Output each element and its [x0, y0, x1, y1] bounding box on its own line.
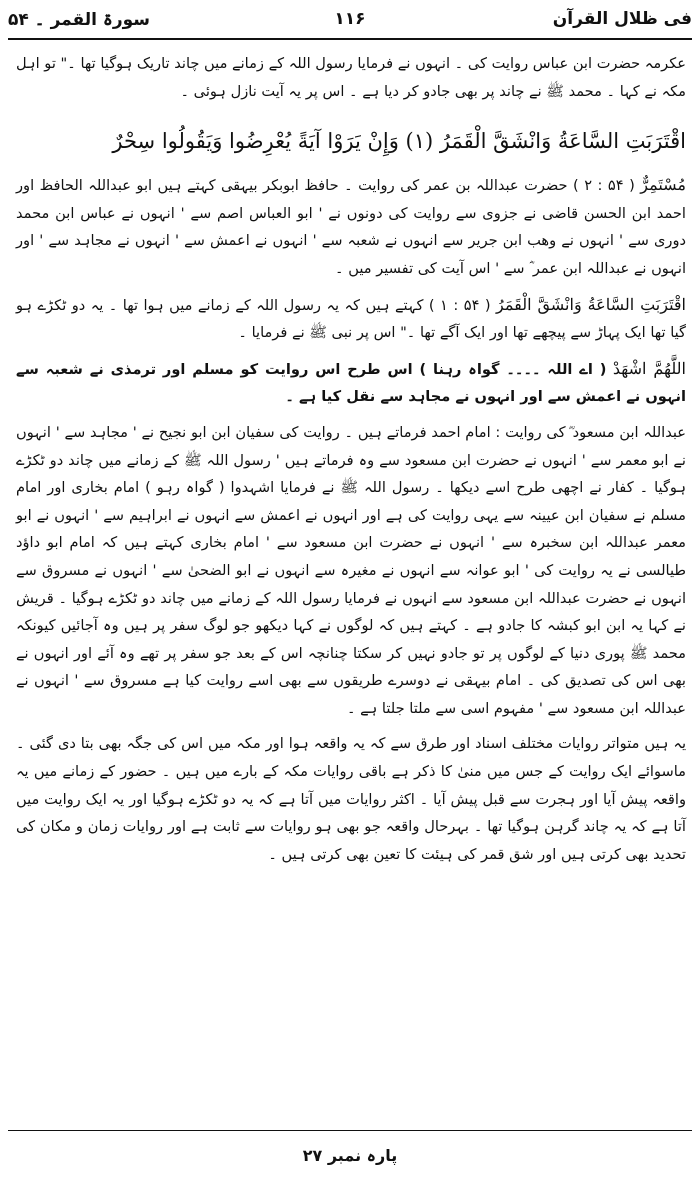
page-header	[8, 4, 692, 34]
para-number: پارہ نمبر ۲۷	[302, 1146, 398, 1165]
verse-fragment: اقْتَرَبَتِ السَّاعَةُ وَانْشَقَّ الْقَمَرُ	[496, 294, 686, 314]
verse-fragment: مُسْتَمِرٌّ	[640, 175, 686, 195]
paragraph-3-text: ( ۵۴ : ۱ ) کہتے ہیں کہ یہ رسول اللہ کے زمانے میں ہوا تھا ۔ یہ دو ٹکڑے ہو گیا تھا ایک پہاڑ سے پیچھے تھا اور ایک آگے تھا ۔" اس پر نبی ﷺ نے فرمایا ۔	[16, 296, 686, 342]
book-title: فی ظلال القرآن	[552, 9, 692, 29]
paragraph-5: عبداللہ ابن مسعود ؓ کی روایت : امام احمد فرماتے ہیں ۔ روایت کی سفیان ابن ابو نجیح نے ' مجاہد سے ' انہوں نے ابو معمر سے ' انہوں نے حضرت ابن مسعود سے وہ فرماتے ہیں ' رسول اللہ ﷺ کے زمانے میں چاند دو ٹکڑے ہوگیا ۔ کفار نے اچھی طرح اسے دیکھا ۔ رسول اللہ ﷺ نے فرمایا اشہدوا ( گواہ رہو ) امام بخاری اور امام مسلم نے سفیان ابن عیینہ سے یہی روایت کی ہے اور انہوں نے اعمش سے انہوں نے ابراہیم سے ' انہوں نے ابو معمر عبداللہ ابن سخبرہ سے ' انہوں نے حضرت ابن مسعود سے ' امام بخاری کہتے ہیں کہ امام ابو داؤد طیالسی نے یہ روایت کی ' ابو عوانہ سے انہوں نے مغیرہ سے انہوں نے ابو الضحیٰ سے ' انہوں نے مسروق سے انہوں نے حضرت عبداللہ ابن مسعود سے انہوں نے فرمایا رسول اللہ کے زمانے میں چاند دو ٹکڑے ہوگیا ۔ قریش نے کہا یہ ابن ابو کبشہ کا جادو ہے ۔ کہتے ہیں کہ لوگوں نے کہا دیکھو جو لوگ سفر پر ہیں وہ آجائیں کیونکہ محمد ﷺ پوری دنیا کے لوگوں پر تو جادو نہیں کر سکتا چنانچہ اس کے بعد جو سفر پر تھے وہ آئے اور انہوں نے بھی اس کی تصدیق کی ۔ امام بیہقی نے دوسرے طریقوں سے بھی اسے روایت کیا ہے مسروق سے ' انہوں نے عبداللہ ابن مسعود سے ' مفہوم اسی سے ملتا جلتا ہے ۔	[16, 423, 686, 717]
paragraph-6: یہ ہیں متواتر روایات مختلف اسناد اور طرق سے کہ یہ واقعہ ہوا اور مکہ میں اس کی جگہ بھی بتا دی گئی ۔ ماسوائے ایک روایت کے جس میں منیٰ کا ذکر ہے باقی روایات مکہ کے بارے میں ہیں ۔ حضور کے زمانے میں یہ واقعہ پیش آیا اور ہجرت سے قبل پیش آیا ۔ اکثر روایات میں آتا ہے کہ یہ دو ٹکڑے ہوگیا اور یہ ایک روایت میں آتا ہے کہ یہ چاند گرہن ہوگیا تھا ۔ بہرحال واقعہ جو بھی ہو روایات سے ثابت ہے اور روایات زمان و مکان کی تحدید بھی کرتی ہیں اور شق قمر کی ہیئت کا تعین بھی کرتی ہیں ۔	[16, 735, 686, 863]
verse-fragment: اللَّهُمَّ اشْهَدْ	[612, 358, 686, 378]
surah-name: سورۃ القمر ۔ ۵۴	[8, 9, 151, 30]
footer-rule	[8, 1130, 692, 1131]
paragraph-1: عکرمہ حضرت ابن عباس روایت کی ۔ انہوں نے فرمایا رسول اللہ کے زمانے میں چاند تاریک ہوگیا تھا ۔" تو اہل مکہ نے کہا ۔ محمد ﷺ نے چاند پر بھی جادو کر دیا ہے ۔ اس پر یہ آیت نازل ہوئی ۔	[16, 55, 686, 100]
page-content	[16, 50, 686, 876]
paragraph-4-text: ( اے اللہ ۔۔۔۔ گواہ رہنا ) اس طرح اس روایت کو مسلم اور ترمذی نے شعبہ سے انہوں نے اعمش سے اور انہوں نے مجاہد سے نقل کیا ہے ۔	[16, 360, 686, 406]
page-number: ۱۱۶	[334, 9, 366, 29]
paragraph-3	[16, 291, 686, 347]
quran-verse: اقْتَرَبَتِ السَّاعَةُ وَانْشَقَّ الْقَمَرُ (۱) وَإِنْ يَرَوْا آيَةً يُعْرِضُوا وَيَقُولُوا سِحْرٌ	[112, 129, 686, 154]
paragraph-2	[16, 171, 686, 282]
header-rule	[8, 38, 692, 40]
paragraph-2-text: ( ۵۴ : ۲ ) حضرت عبداللہ بن عمر کی روایت ۔ حافظ ابوبکر بیہقی کہتے ہیں ابو عبداللہ الحافظ اور احمد ابن الحسن قاضی نے جزوی سے روایت کی دونوں نے ' ابو العباس اصم سے ' انہوں نے عباس ابن محمد دوری سے ' انہوں نے وھب ابن جریر سے انہوں نے شعبہ سے ' انہوں نے اعمش سے ' انہوں نے مجاہد سے ' اور انہوں نے عبداللہ ابن عمر ؓ سے ' اس آیت کی تفسیر میں ۔	[16, 177, 686, 277]
paragraph-4	[16, 355, 686, 411]
